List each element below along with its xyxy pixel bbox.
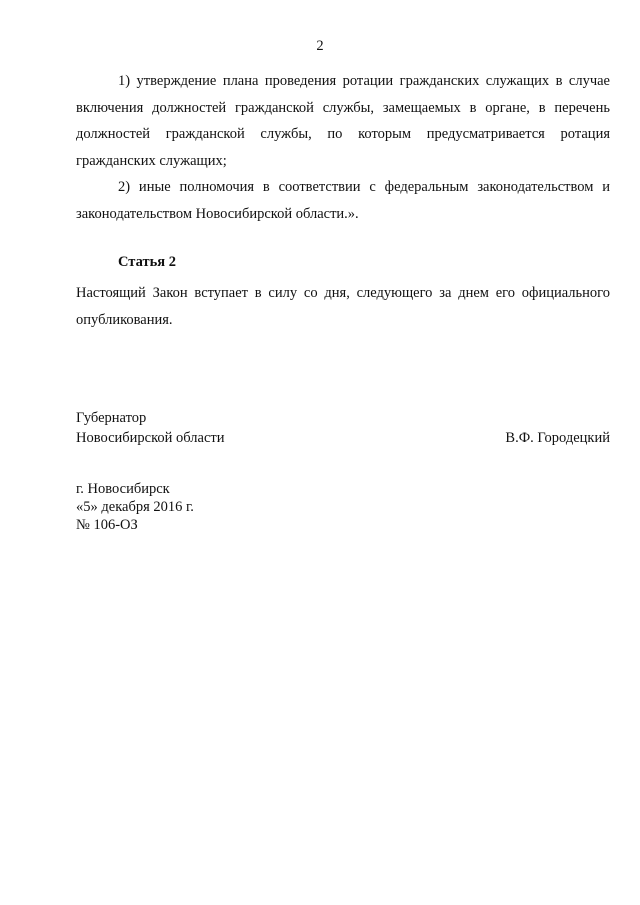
law-number: № 106-ОЗ	[76, 517, 138, 533]
item-2-text: 2) иные полномочия в соответствии с федеральным законодательством и законодательством Новосибирской области.».	[76, 179, 610, 222]
list-item	[76, 174, 610, 227]
page-number: 2	[316, 38, 324, 54]
signature-row	[76, 428, 610, 448]
signatory-title-line1: Губернатор	[76, 410, 147, 426]
signature-block	[76, 408, 610, 448]
city: г. Новосибирск	[76, 481, 170, 497]
signatory-title-line2: Новосибирской области	[76, 430, 225, 446]
list-item	[76, 68, 610, 175]
article-heading: Статья 2	[118, 254, 176, 270]
article-text: Настоящий Закон вступает в силу со дня, следующего за днем его официального опубликования.	[76, 285, 610, 328]
date: «5» декабря 2016 г.	[76, 499, 194, 515]
place-date-block	[76, 480, 194, 534]
signatory-name: В.Ф. Городецкий	[505, 430, 610, 446]
item-1-text: 1) утверждение плана проведения ротации гражданских служащих в случае включения должностей гражданской службы, замещаемых в органе, в перечень должностей гражданской службы, по которым предусматривается ротация гражданских служащих;	[76, 73, 610, 170]
